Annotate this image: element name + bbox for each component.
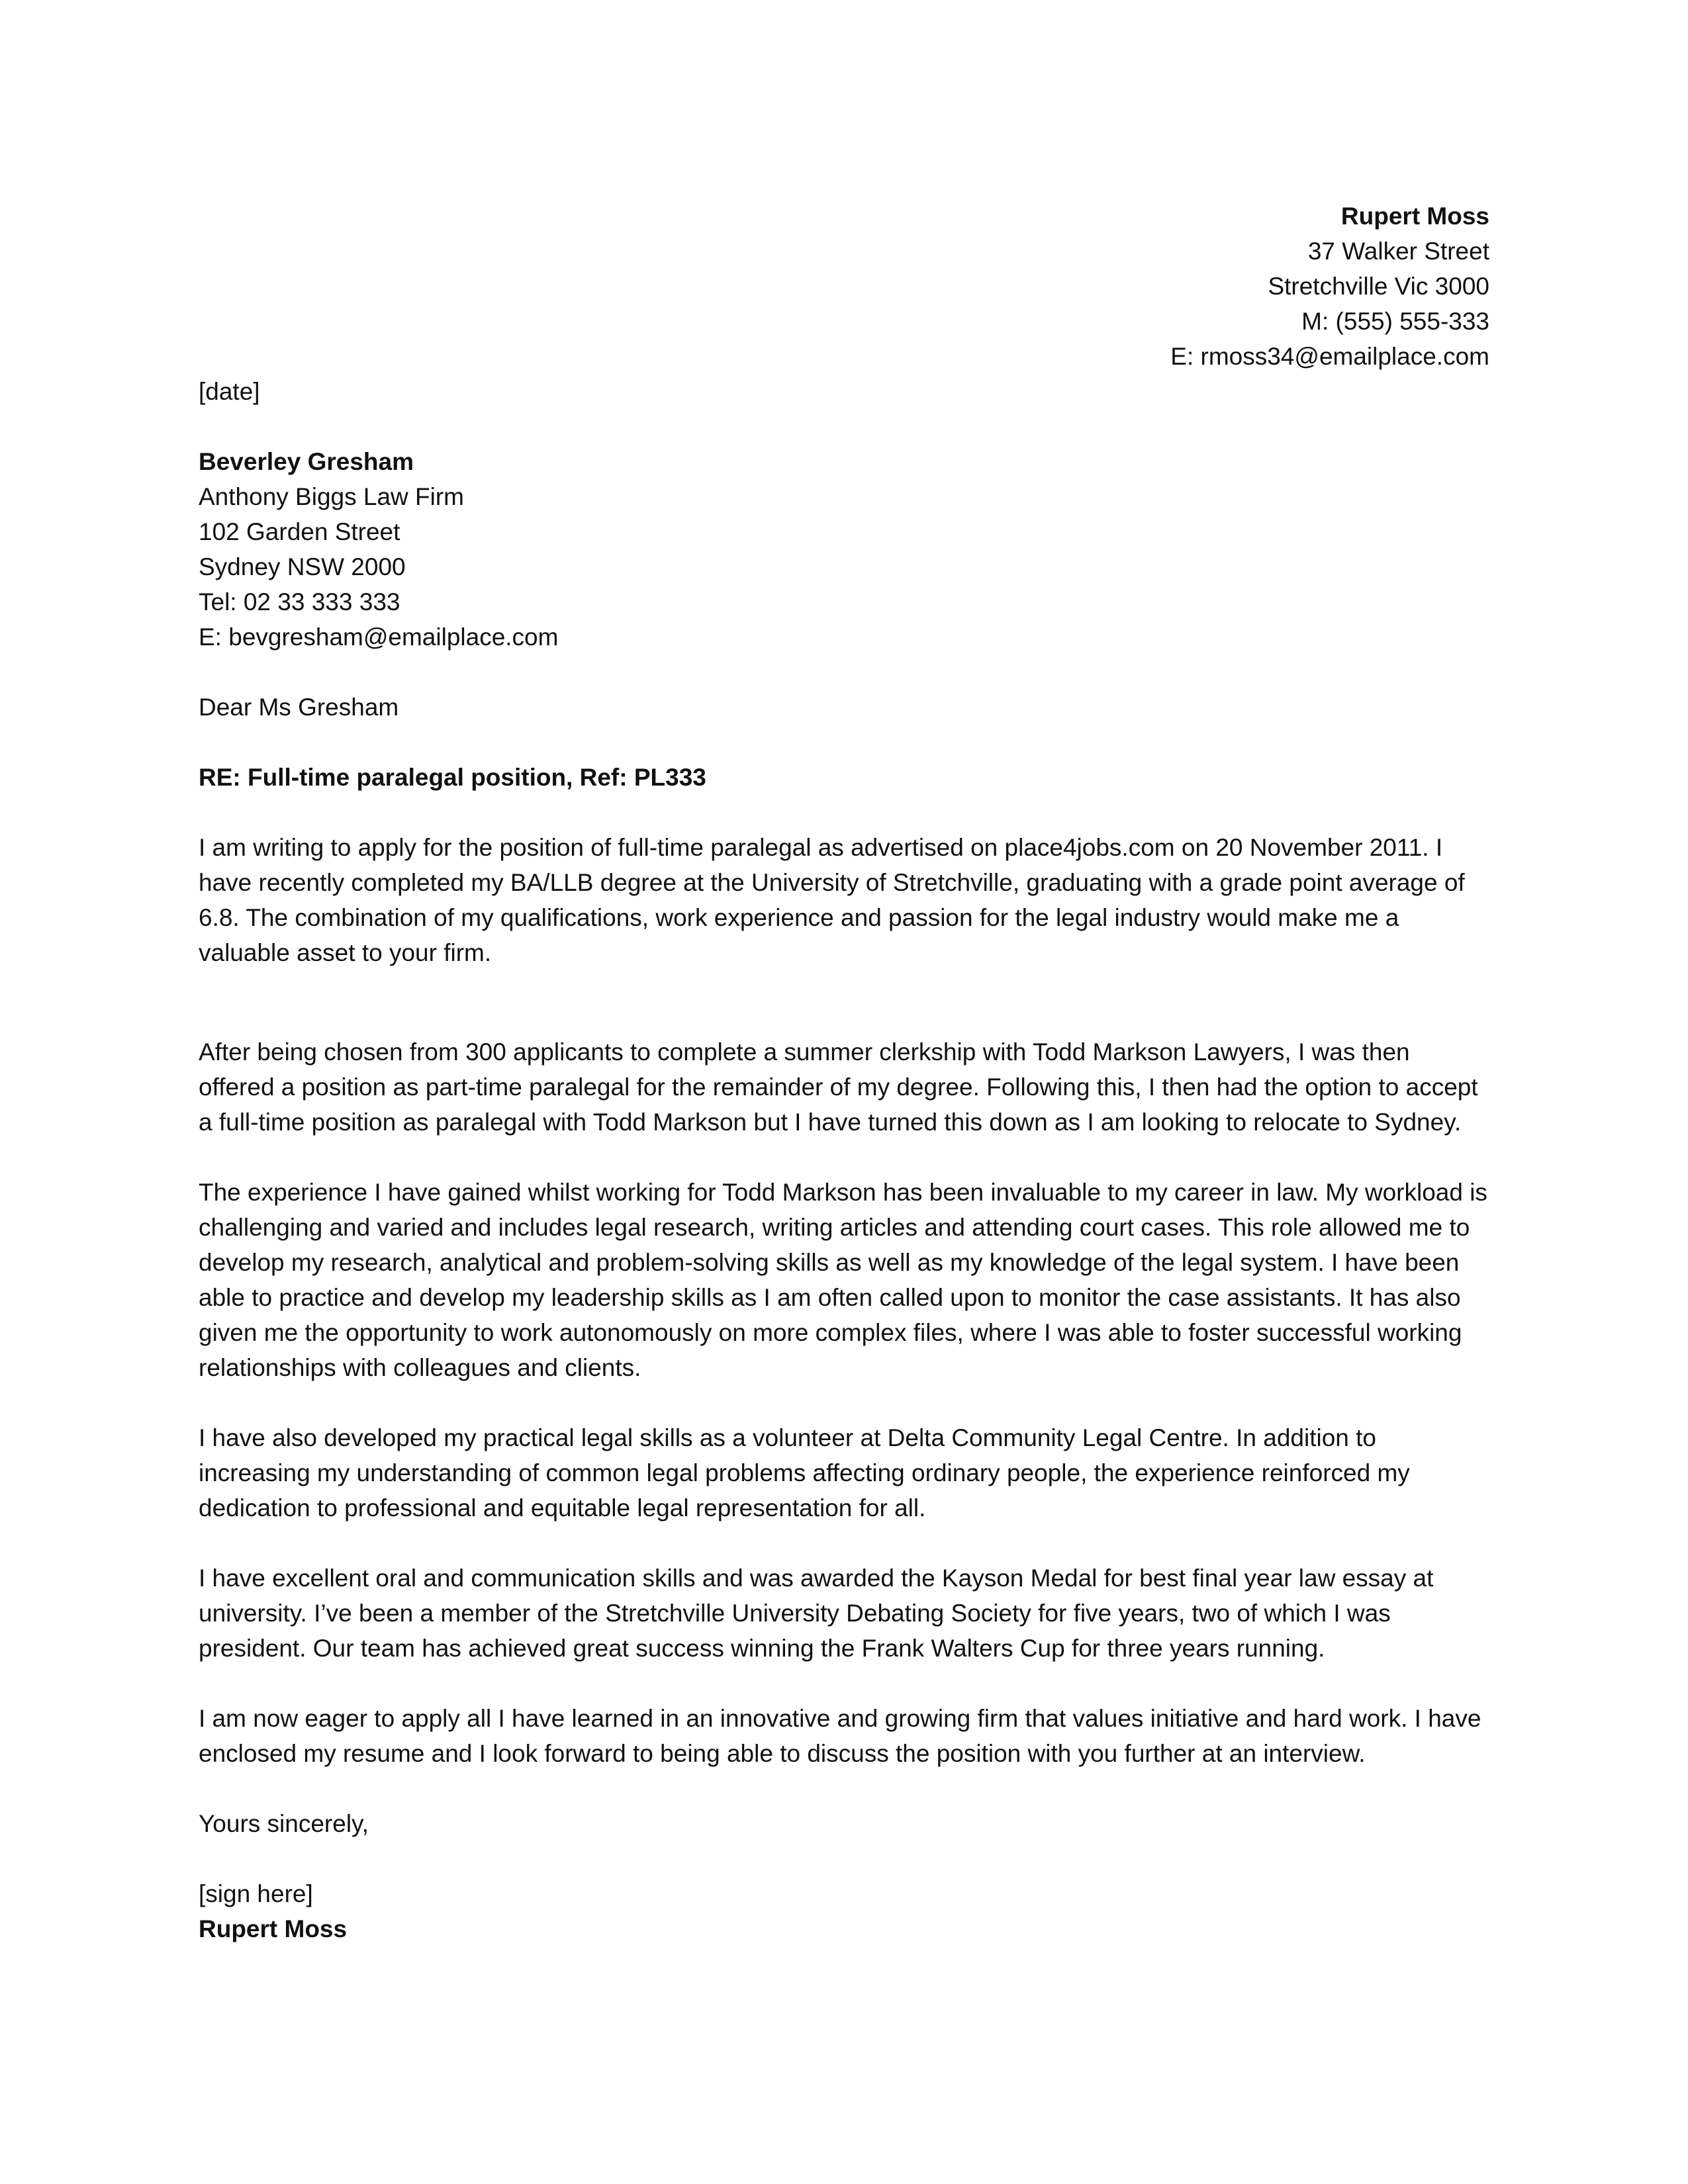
- sender-email: E: rmoss34@emailplace.com: [1170, 343, 1489, 370]
- letter-body: [199, 199, 1489, 1946]
- paragraph-clerkship: After being chosen from 300 applicants to complete a summer clerkship with Todd Markson Lawyers, I was then offered a position as part-time paralegal for the remainder of my degree. Following this, I then had the option to accept a full-time position as paralegal with Todd Markson but I have turned this down as I am looking to relocate to Sydney.: [199, 1038, 1478, 1136]
- recipient-street: 102 Garden Street: [199, 518, 400, 545]
- paragraph-volunteer: I have also developed my practical legal skills as a volunteer at Delta Community Legal Centre. In addition to increasing my understanding of common legal problems affecting ordinary people, the experience reinforced my dedication to professional and equitable legal representation for all.: [199, 1424, 1410, 1522]
- salutation: Dear Ms Gresham: [199, 694, 399, 721]
- paragraph-intro: I am writing to apply for the position of full-time paralegal as advertised on place4jobs.com on 20 November 2011. I have recently completed my BA/LLB degree at the University of Stretchville, graduating with a grade point average of 6.8. The combination of my qualifications, work experience and passion for the legal industry would make me a valuable asset to your firm.: [199, 834, 1465, 966]
- paragraph-experience: The experience I have gained whilst working for Todd Markson has been invaluable to my career in law. My workload is challenging and varied and includes legal research, writing articles and attending court cases. This role allowed me to develop my research, analytical and problem-solving skills as well as my knowledge of the legal system. I have been able to practice and develop my leadership skills as I am often called upon to monitor the case assistants. It has also given me the opportunity to work autonomously on more complex files, where I was able to foster successful working relationships with colleagues and clients.: [199, 1179, 1487, 1381]
- letter-date: [date]: [199, 378, 260, 405]
- recipient-email: E: bevgresham@emailplace.com: [199, 623, 559, 651]
- complimentary-close: Yours sincerely,: [199, 1810, 369, 1837]
- paragraph-skills: I have excellent oral and communication skills and was awarded the Kayson Medal for best final year law essay at university. I’ve been a member of the Stretchville University Debating Society for five years, two of which I was president. Our team has achieved great success winning the Frank Walters Cup for three years running.: [199, 1565, 1434, 1662]
- sender-name: Rupert Moss: [1340, 203, 1489, 230]
- signature-name: Rupert Moss: [199, 1915, 348, 1942]
- recipient-firm: Anthony Biggs Law Firm: [199, 483, 465, 510]
- sender-city: Stretchville Vic 3000: [1268, 273, 1489, 300]
- sender-address-block: [199, 199, 1489, 374]
- recipient-name: Beverley Gresham: [199, 448, 414, 475]
- subject-line: RE: Full-time paralegal position, Ref: PL333: [199, 764, 706, 791]
- signature-placeholder: [sign here]: [199, 1880, 313, 1907]
- sender-street: 37 Walker Street: [1307, 238, 1489, 265]
- recipient-city: Sydney NSW 2000: [199, 553, 406, 580]
- recipient-tel: Tel: 02 33 333 333: [199, 588, 400, 615]
- recipient-address-block: [199, 444, 1489, 655]
- paragraph-closing: I am now eager to apply all I have learned in an innovative and growing firm that values initiative and hard work. I have enclosed my resume and I look forward to being able to discuss the position with you further at an interview.: [199, 1705, 1481, 1767]
- sender-mobile: M: (555) 555-333: [1301, 308, 1489, 335]
